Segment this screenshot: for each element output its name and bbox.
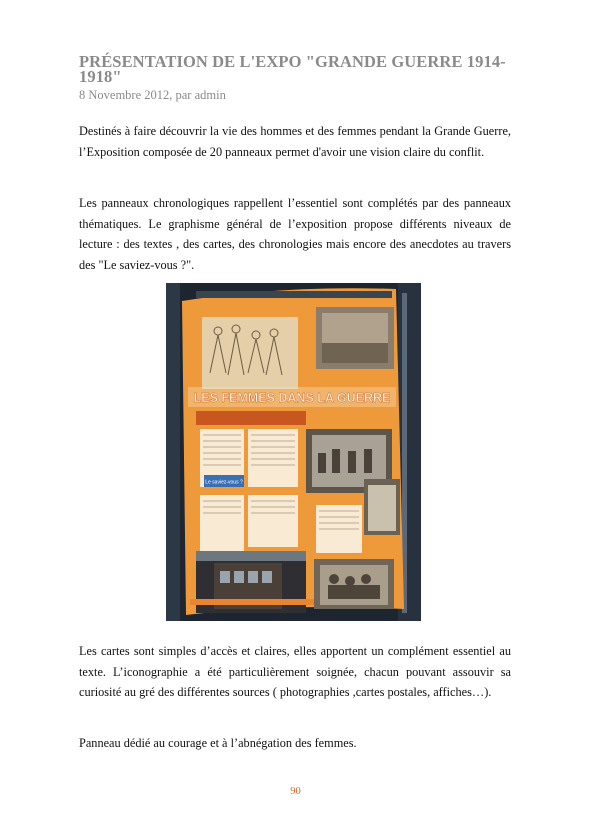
exhibition-panel-photo [166, 283, 421, 621]
panel-heading: LES FEMMES DANS LA GUERRE [193, 391, 391, 405]
paragraph-caption: Panneau dédié au courage et à l’abnégation des femmes. [79, 736, 357, 750]
paragraph-panels: Les panneaux chronologiques rappellent l’essentiel sont complétés par des panneaux thématiques. Le graphisme général de l’exposition propose différents niveaux de lecture : des textes , des cartes, des chronologies mais encore des anecdotes au travers des "Le saviez-vous ?". [79, 196, 511, 272]
article-meta: 8 Novembre 2012, par admin [79, 88, 226, 102]
article-title: PRÉSENTATION DE L'EXPO "GRANDE GUERRE 1914-1918" [79, 52, 506, 86]
page-number: 90 [290, 786, 301, 797]
saviez-vous-callout: Le saviez-vous ? [205, 479, 243, 486]
paragraph-maps: Les cartes sont simples d’accès et claires, elles apportent un complément essentiel au texte. L’iconographie a été particulièrement soignée, chacun pouvant assouvir sa curiosité au gré des différentes sources ( photographies ,cartes postales, affiches…). [79, 644, 511, 699]
paragraph-intro: Destinés à faire découvrir la vie des hommes et des femmes pendant la Grande Guerre, l’Exposition composée de 20 panneaux permet d'avoir une vision claire du conflit. [79, 124, 511, 159]
